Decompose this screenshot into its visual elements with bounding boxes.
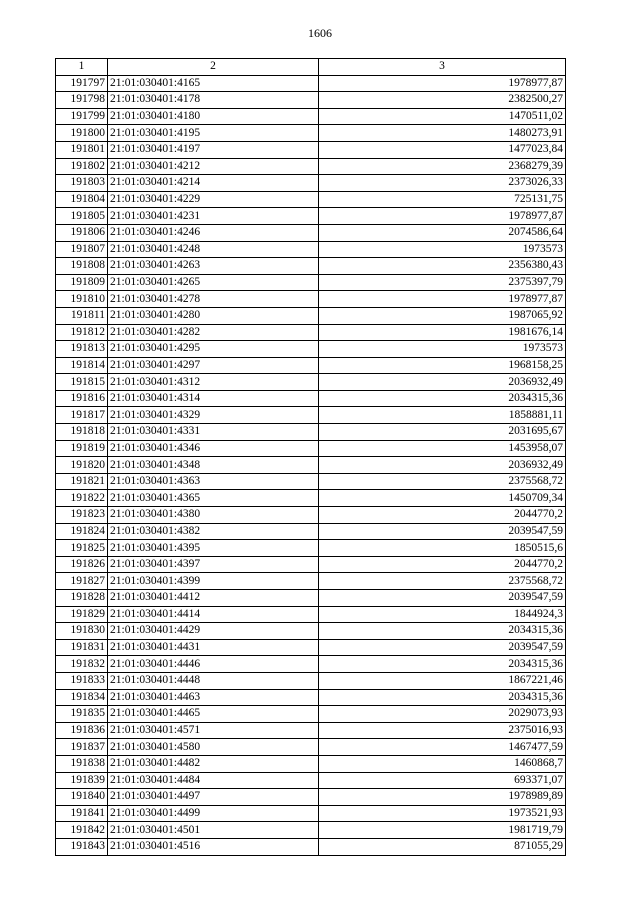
table-row [56,208,566,225]
cadastral-number-cell: 21:01:030401:4331 [108,424,319,441]
cadastral-number-cell: 21:01:030401:4497 [108,789,319,806]
table-row [56,191,566,208]
table-row [56,175,566,192]
cadastral-number-cell: 21:01:030401:4501 [108,822,319,839]
table-row [56,108,566,125]
cadastral-number-cell: 21:01:030401:4329 [108,407,319,424]
cadastral-number-cell: 21:01:030401:4248 [108,241,319,258]
page-number: 1606 [308,26,332,40]
column-header-3: 3 [319,59,566,76]
table-row [56,341,566,358]
row-number-cell: 191843 [56,838,108,855]
table-row [56,689,566,706]
table-row [56,75,566,92]
value-cell: 693371,07 [319,772,566,789]
row-number-cell: 191799 [56,108,108,125]
value-cell: 1973573 [319,341,566,358]
cadastral-number-cell: 21:01:030401:4214 [108,175,319,192]
cadastral-number-cell: 21:01:030401:4165 [108,75,319,92]
value-cell: 1973573 [319,241,566,258]
row-number-cell: 191833 [56,672,108,689]
table-row [56,590,566,607]
value-cell: 2074586,64 [319,224,566,241]
cadastral-number-cell: 21:01:030401:4265 [108,274,319,291]
table-header [56,59,566,76]
table-row [56,407,566,424]
table-row [56,639,566,656]
cadastral-number-cell: 21:01:030401:4448 [108,672,319,689]
row-number-cell: 191818 [56,424,108,441]
value-cell: 2036932,49 [319,457,566,474]
value-cell: 2034315,36 [319,390,566,407]
cadastral-number-cell: 21:01:030401:4178 [108,92,319,109]
value-cell: 2368279,39 [319,158,566,175]
value-cell: 1973521,93 [319,805,566,822]
value-cell: 1978989,89 [319,789,566,806]
value-cell: 2034315,36 [319,689,566,706]
value-cell: 871055,29 [319,838,566,855]
row-number-cell: 191804 [56,191,108,208]
table-row [56,258,566,275]
table-row [56,739,566,756]
table-row [56,324,566,341]
row-number-cell: 191822 [56,490,108,507]
table-row [56,672,566,689]
row-number-cell: 191809 [56,274,108,291]
row-number-cell: 191800 [56,125,108,142]
table-row [56,805,566,822]
cadastral-number-cell: 21:01:030401:4195 [108,125,319,142]
value-cell: 1460868,7 [319,755,566,772]
cadastral-number-cell: 21:01:030401:4280 [108,307,319,324]
table-row [56,556,566,573]
cadastral-number-cell: 21:01:030401:4382 [108,523,319,540]
table-row [56,573,566,590]
row-number-cell: 191798 [56,92,108,109]
cadastral-number-cell: 21:01:030401:4499 [108,805,319,822]
value-cell: 1477023,84 [319,141,566,158]
value-cell: 1480273,91 [319,125,566,142]
cadastral-number-cell: 21:01:030401:4246 [108,224,319,241]
row-number-cell: 191808 [56,258,108,275]
value-cell: 2044770,2 [319,556,566,573]
value-cell: 2039547,59 [319,639,566,656]
table-row [56,390,566,407]
table-row [56,457,566,474]
row-number-cell: 191802 [56,158,108,175]
value-cell: 2375568,72 [319,573,566,590]
value-cell: 1968158,25 [319,357,566,374]
row-number-cell: 191841 [56,805,108,822]
header-row [56,59,566,76]
cadastral-number-cell: 21:01:030401:4412 [108,590,319,607]
row-number-cell: 191813 [56,341,108,358]
row-number-cell: 191821 [56,473,108,490]
cadastral-number-cell: 21:01:030401:4314 [108,390,319,407]
table-row [56,706,566,723]
value-cell: 1981719,79 [319,822,566,839]
cadastral-number-cell: 21:01:030401:4365 [108,490,319,507]
table-row [56,623,566,640]
table-row [56,241,566,258]
value-cell: 1981676,14 [319,324,566,341]
table-row [56,656,566,673]
row-number-cell: 191823 [56,507,108,524]
cadastral-number-cell: 21:01:030401:4229 [108,191,319,208]
row-number-cell: 191829 [56,606,108,623]
value-cell: 2029073,93 [319,706,566,723]
table-row [56,473,566,490]
cadastral-number-cell: 21:01:030401:4516 [108,838,319,855]
row-number-cell: 191839 [56,772,108,789]
row-number-cell: 191837 [56,739,108,756]
value-cell: 2044770,2 [319,507,566,524]
row-number-cell: 191810 [56,291,108,308]
value-cell: 1844924,3 [319,606,566,623]
cadastral-number-cell: 21:01:030401:4278 [108,291,319,308]
table-row [56,838,566,855]
value-cell: 1850515,6 [319,540,566,557]
row-number-cell: 191803 [56,175,108,192]
table-row [56,274,566,291]
cadastral-number-cell: 21:01:030401:4429 [108,623,319,640]
cadastral-number-cell: 21:01:030401:4348 [108,457,319,474]
table-row [56,755,566,772]
value-cell: 2375568,72 [319,473,566,490]
row-number-cell: 191825 [56,540,108,557]
value-cell: 2039547,59 [319,590,566,607]
value-cell: 1470511,02 [319,108,566,125]
value-cell: 2036932,49 [319,374,566,391]
cadastral-number-cell: 21:01:030401:4297 [108,357,319,374]
table-row [56,606,566,623]
cadastral-number-cell: 21:01:030401:4482 [108,755,319,772]
table-row [56,722,566,739]
registry-table [55,58,566,856]
row-number-cell: 191838 [56,755,108,772]
row-number-cell: 191820 [56,457,108,474]
table-row [56,424,566,441]
row-number-cell: 191830 [56,623,108,640]
row-number-cell: 191807 [56,241,108,258]
value-cell: 1978977,87 [319,75,566,92]
cadastral-number-cell: 21:01:030401:4282 [108,324,319,341]
cadastral-number-cell: 21:01:030401:4431 [108,639,319,656]
row-number-cell: 191801 [56,141,108,158]
cadastral-number-cell: 21:01:030401:4571 [108,722,319,739]
value-cell: 2031695,67 [319,424,566,441]
table-row [56,141,566,158]
table-row [56,92,566,109]
row-number-cell: 191840 [56,789,108,806]
cadastral-number-cell: 21:01:030401:4263 [108,258,319,275]
cadastral-number-cell: 21:01:030401:4397 [108,556,319,573]
row-number-cell: 191826 [56,556,108,573]
row-number-cell: 191842 [56,822,108,839]
cadastral-number-cell: 21:01:030401:4463 [108,689,319,706]
table-row [56,158,566,175]
row-number-cell: 191811 [56,307,108,324]
value-cell: 725131,75 [319,191,566,208]
cadastral-number-cell: 21:01:030401:4180 [108,108,319,125]
column-header-2: 2 [108,59,319,76]
value-cell: 2034315,36 [319,623,566,640]
value-cell: 2373026,33 [319,175,566,192]
cadastral-number-cell: 21:01:030401:4414 [108,606,319,623]
table-body [56,75,566,855]
value-cell: 2375397,79 [319,274,566,291]
value-cell: 1867221,46 [319,672,566,689]
row-number-cell: 191806 [56,224,108,241]
value-cell: 2375016,93 [319,722,566,739]
table-row [56,374,566,391]
table-row [56,357,566,374]
table-row [56,224,566,241]
value-cell: 2356380,43 [319,258,566,275]
table-row [56,523,566,540]
cadastral-number-cell: 21:01:030401:4212 [108,158,319,175]
table-row [56,507,566,524]
row-number-cell: 191835 [56,706,108,723]
column-header-1: 1 [56,59,108,76]
cadastral-number-cell: 21:01:030401:4346 [108,440,319,457]
cadastral-number-cell: 21:01:030401:4312 [108,374,319,391]
cadastral-number-cell: 21:01:030401:4399 [108,573,319,590]
table-row [56,490,566,507]
cadastral-number-cell: 21:01:030401:4484 [108,772,319,789]
row-number-cell: 191824 [56,523,108,540]
value-cell: 2382500,27 [319,92,566,109]
table-row [56,772,566,789]
table-row [56,440,566,457]
value-cell: 1987065,92 [319,307,566,324]
value-cell: 1467477,59 [319,739,566,756]
value-cell: 1453958,07 [319,440,566,457]
row-number-cell: 191814 [56,357,108,374]
table-row [56,291,566,308]
row-number-cell: 191832 [56,656,108,673]
row-number-cell: 191805 [56,208,108,225]
table-row [56,540,566,557]
table-row [56,307,566,324]
row-number-cell: 191815 [56,374,108,391]
row-number-cell: 191836 [56,722,108,739]
cadastral-number-cell: 21:01:030401:4380 [108,507,319,524]
row-number-cell: 191827 [56,573,108,590]
row-number-cell: 191828 [56,590,108,607]
cadastral-number-cell: 21:01:030401:4465 [108,706,319,723]
table-row [56,125,566,142]
row-number-cell: 191797 [56,75,108,92]
row-number-cell: 191831 [56,639,108,656]
cadastral-number-cell: 21:01:030401:4395 [108,540,319,557]
value-cell: 1978977,87 [319,208,566,225]
row-number-cell: 191816 [56,390,108,407]
row-number-cell: 191834 [56,689,108,706]
cadastral-number-cell: 21:01:030401:4446 [108,656,319,673]
value-cell: 1858881,11 [319,407,566,424]
cadastral-number-cell: 21:01:030401:4197 [108,141,319,158]
value-cell: 2039547,59 [319,523,566,540]
row-number-cell: 191812 [56,324,108,341]
row-number-cell: 191819 [56,440,108,457]
cadastral-number-cell: 21:01:030401:4231 [108,208,319,225]
value-cell: 1450709,34 [319,490,566,507]
cadastral-number-cell: 21:01:030401:4295 [108,341,319,358]
cadastral-number-cell: 21:01:030401:4363 [108,473,319,490]
table-row [56,822,566,839]
table-row [56,789,566,806]
cadastral-number-cell: 21:01:030401:4580 [108,739,319,756]
value-cell: 2034315,36 [319,656,566,673]
value-cell: 1978977,87 [319,291,566,308]
row-number-cell: 191817 [56,407,108,424]
